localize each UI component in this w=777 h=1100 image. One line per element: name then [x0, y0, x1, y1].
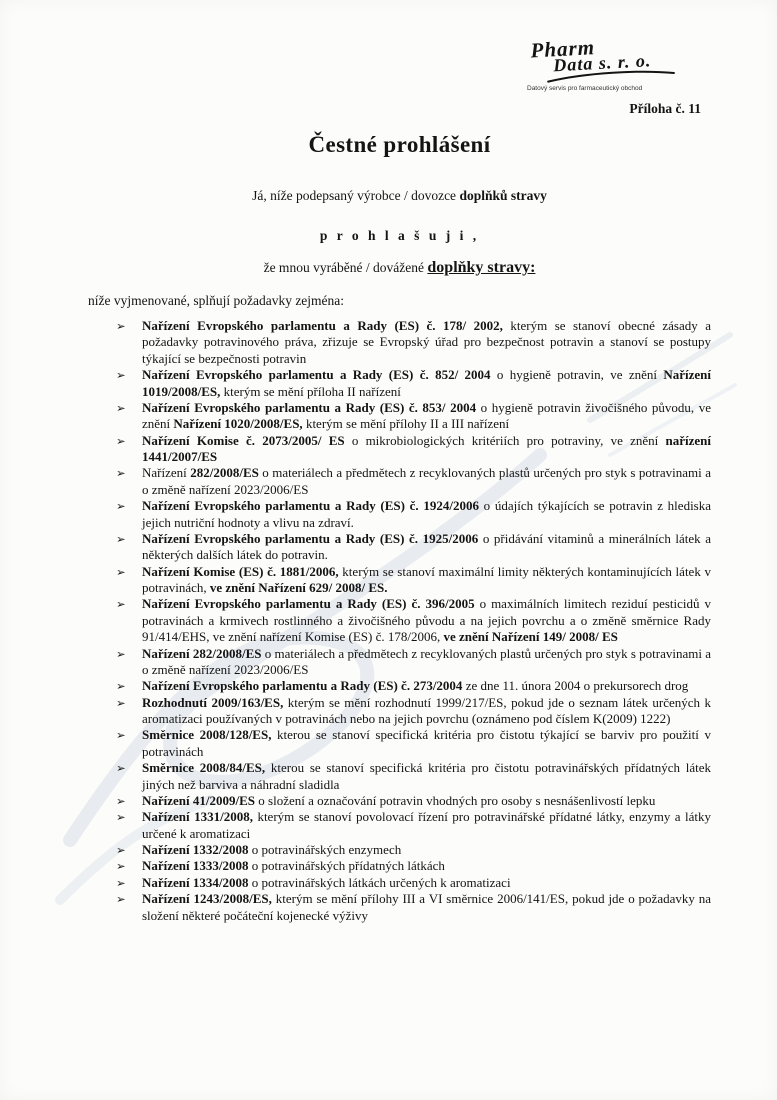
bold-text-run: doplňků stravy	[459, 188, 547, 203]
arrow-bullet-icon: ➢	[116, 761, 126, 776]
arrow-bullet-icon: ➢	[116, 466, 126, 481]
text-run: o hygieně potravin živočišného původu, ve znění	[142, 399, 712, 432]
text-run: kterou se stanoví specifická kritéria pro čistotu týkající se barviv pro použití v potravinách	[142, 727, 711, 759]
arrow-bullet-icon: ➢	[116, 875, 126, 890]
regulation-text	[142, 678, 711, 694]
regulation-item	[116, 760, 711, 793]
text-run: o materiálech a předmětech z recyklovaných plastů určených pro styk s potravinami a o změně nařízení 2023/2006/ES	[142, 645, 711, 677]
regulation-text	[142, 400, 711, 433]
regulation-item	[116, 498, 711, 531]
bold-text-run: Nařízení Komise (ES) č. 1881/2006,	[142, 563, 339, 579]
regulation-item	[116, 875, 711, 891]
regulation-text	[142, 891, 711, 924]
regulation-text	[142, 465, 711, 498]
regulation-text	[142, 531, 711, 564]
regulation-item	[116, 793, 711, 809]
arrow-bullet-icon: ➢	[116, 368, 126, 383]
regulation-text	[142, 875, 711, 891]
arrow-bullet-icon: ➢	[116, 810, 126, 825]
regulation-text	[142, 596, 711, 645]
text-run: Já, níže podepsaný výrobce / dovozce	[252, 188, 460, 203]
regulation-item	[116, 727, 711, 760]
text-run: kterým se stanoví obecné zásady a požadavky potravinového práva, zřizuje se Evropský úřad pro bezpečnost potravin a stanoví se postupy týkající se bezpečnosti potravin	[142, 318, 712, 366]
bold-text-run: Nařízení 1333/2008	[142, 858, 249, 874]
arrow-bullet-icon: ➢	[116, 319, 126, 333]
regulation-item	[116, 695, 711, 728]
bold-text-run: Nařízení 1334/2008	[142, 874, 249, 890]
regulation-item	[116, 646, 711, 679]
text-run: o složení a označování potravin vhodných pro osoby s nesnášenlivostí lepku	[255, 792, 656, 808]
text-run: kterým se stanoví maximální limity některých kontaminujících látek v potravinách,	[142, 563, 711, 595]
regulation-text	[142, 564, 711, 597]
arrow-bullet-icon: ➢	[116, 728, 126, 743]
text-run: kterým se mění rozhodnutí 1999/217/ES, pokud jde o seznam látek určených k aromatizaci používaných v potravinách nebo na jejich povrchu (oznámeno pod číslem K(2009) 1222)	[142, 694, 711, 726]
bold-text-run: Směrnice 2008/128/ES,	[142, 727, 272, 743]
text-run: o potravinářských přídatných látkách	[248, 858, 445, 874]
arrow-bullet-icon: ➢	[116, 695, 126, 710]
arrow-bullet-icon: ➢	[116, 679, 126, 694]
regulation-item	[116, 367, 711, 400]
bold-text-run: 282/2008/ES	[190, 465, 259, 481]
regulation-item	[116, 400, 711, 433]
bold-text-run: Nařízení 1019/2008/ES,	[142, 367, 711, 399]
regulation-item	[116, 842, 711, 858]
bold-text-run: Nařízení 1020/2008/ES,	[173, 416, 303, 432]
bold-text-run: Nařízení Evropského parlamentu a Rady (ES) č. 396/2005	[142, 596, 475, 612]
regulations-list	[88, 318, 711, 924]
text-run: kterým se mění příloha II nařízení	[220, 383, 401, 399]
regulation-text	[142, 695, 711, 728]
regulation-text	[142, 793, 711, 809]
regulation-item	[116, 433, 711, 466]
header	[527, 34, 707, 117]
bold-text-run: Nařízení Komise č. 2073/2005/ ES	[142, 432, 345, 448]
list-preamble: níže vyjmenované, splňují požadavky zejména:	[88, 293, 345, 308]
regulation-text	[142, 498, 711, 531]
bold-text-run: Nařízení 1243/2008/ES,	[142, 891, 272, 907]
bold-text-run: ve znění Nařízení 149/ 2008/ ES	[443, 629, 618, 645]
text-run: o údajích týkajících se potravin z hlediska jejich nutriční hodnoty a vlivu na zdraví.	[142, 498, 712, 530]
regulation-item	[116, 891, 711, 924]
arrow-bullet-icon: ➢	[116, 564, 126, 579]
bold-text-run: Nařízení 1332/2008	[142, 842, 249, 857]
regulation-text	[142, 433, 711, 466]
text-run: kterým se stanoví povolovací řízení pro potravinářské přídatné látky, enzymy a látky určené k aromatizaci	[142, 809, 711, 841]
regulation-item	[116, 318, 711, 367]
text-run: Nařízení	[142, 465, 191, 481]
bold-text-run: nařízení 1441/2007/ES	[142, 432, 711, 464]
text-run: o materiálech a předmětech z recyklovaných plastů určených pro styk s potravinami a o změně nařízení 2023/2006/ES	[142, 465, 711, 497]
regulation-item	[116, 809, 711, 842]
arrow-bullet-icon: ➢	[116, 892, 126, 907]
bold-text-run: Nařízení Evropského parlamentu a Rady (ES) č. 1924/2006	[142, 498, 479, 514]
declaration-word: p r o h l a š u j i ,	[319, 228, 480, 243]
bold-text-run: Nařízení Evropského parlamentu a Rady (ES) č. 1925/2006	[142, 530, 479, 546]
regulation-text	[142, 727, 711, 760]
document-title: Čestné prohlášení	[308, 132, 491, 157]
regulation-item	[116, 531, 711, 564]
text-run: o mikrobiologických kritériích pro potraviny, ve znění	[344, 432, 666, 448]
regulation-item	[116, 596, 711, 645]
regulation-item	[116, 564, 711, 597]
bold-text-run: Nařízení Evropského parlamentu a Rady (ES) č. 852/ 2004	[142, 367, 491, 383]
bold-text-run: ve znění Nařízení 629/ 2008/ ES.	[209, 580, 388, 595]
bold-text-run: Směrnice 2008/84/ES,	[142, 760, 266, 776]
bold-text-run: Rozhodnutí 2009/163/ES,	[142, 694, 284, 710]
bold-text-run: Nařízení Evropského parlamentu a Rady (ES) č. 273/2004	[142, 678, 463, 694]
bold-text-run: Nařízení Evropského parlamentu a Rady (ES) č. 178/ 2002,	[142, 318, 503, 333]
intro-declarant-line	[88, 188, 711, 204]
regulation-item	[116, 858, 711, 874]
declaration-subject-line	[88, 259, 711, 277]
logo-brand-line2: Data s. r. o.	[552, 50, 652, 76]
arrow-bullet-icon: ➢	[116, 400, 126, 415]
text-run: že mnou vyráběné / dovážené	[263, 260, 428, 275]
text-run: o maximálních limitech reziduí pesticidů v potravinách a krmivech rostlinného a živočišného původu a na jejich povrchu a o změně směrnice Rady 91/414/EHS, ve znění nařízení Komise (ES) č. 178/2006,	[142, 596, 712, 645]
arrow-bullet-icon: ➢	[116, 499, 126, 514]
regulation-item	[116, 678, 711, 694]
regulation-text	[142, 858, 711, 874]
bold-text-run: Nařízení 41/2009/ES	[142, 792, 256, 808]
arrow-bullet-icon: ➢	[116, 646, 126, 661]
text-run: o potravinářských látkách určených k aromatizaci	[248, 874, 511, 890]
text-run: ze dne 11. února 2004 o prekursorech drog	[462, 678, 689, 694]
pharmdata-logo	[526, 29, 708, 84]
bold-text-run: Nařízení 282/2008/ES	[142, 645, 262, 661]
arrow-bullet-icon: ➢	[116, 531, 126, 546]
regulation-text	[142, 318, 711, 367]
text-run: o hygieně potravin, ve znění	[490, 367, 664, 383]
regulation-text	[142, 646, 711, 679]
regulation-item	[116, 465, 711, 498]
arrow-bullet-icon: ➢	[116, 843, 126, 857]
text-run: o přidávání vitaminů a minerálních látek a některých dalších látek do potravin.	[142, 530, 712, 563]
arrow-bullet-icon: ➢	[116, 793, 126, 808]
logo-tagline: Datový servis pro farmaceutický obchod	[527, 85, 643, 92]
bold-text-run: Nařízení 1331/2008,	[142, 809, 253, 825]
logo-brand-line1: Pharm	[529, 35, 596, 63]
text-run: kterým se mění přílohy III a VI směrnice 2006/141/ES, pokud jde o požadavky na složení některé počáteční kojenecké výživy	[142, 891, 712, 923]
regulation-text	[142, 842, 711, 858]
arrow-bullet-icon: ➢	[116, 597, 126, 612]
text-run: o potravinářských enzymech	[248, 842, 402, 857]
arrow-bullet-icon: ➢	[116, 859, 126, 874]
arrow-bullet-icon: ➢	[116, 433, 126, 448]
regulation-text	[142, 367, 711, 400]
text-run: kterým se mění přílohy II a III nařízení	[302, 416, 510, 432]
text-run: kterou se stanoví specifická kritéria pro čistotu potravinářských přídatných látek jiných než barviva a náhradní sladidla	[142, 760, 712, 792]
bold-text-run: doplňky stravy:	[427, 259, 536, 276]
attachment-label: Příloha č. 11	[629, 101, 701, 116]
regulation-text	[142, 760, 711, 793]
regulation-text	[142, 809, 711, 842]
bold-text-run: Nařízení Evropského parlamentu a Rady (ES) č. 853/ 2004	[142, 399, 477, 415]
